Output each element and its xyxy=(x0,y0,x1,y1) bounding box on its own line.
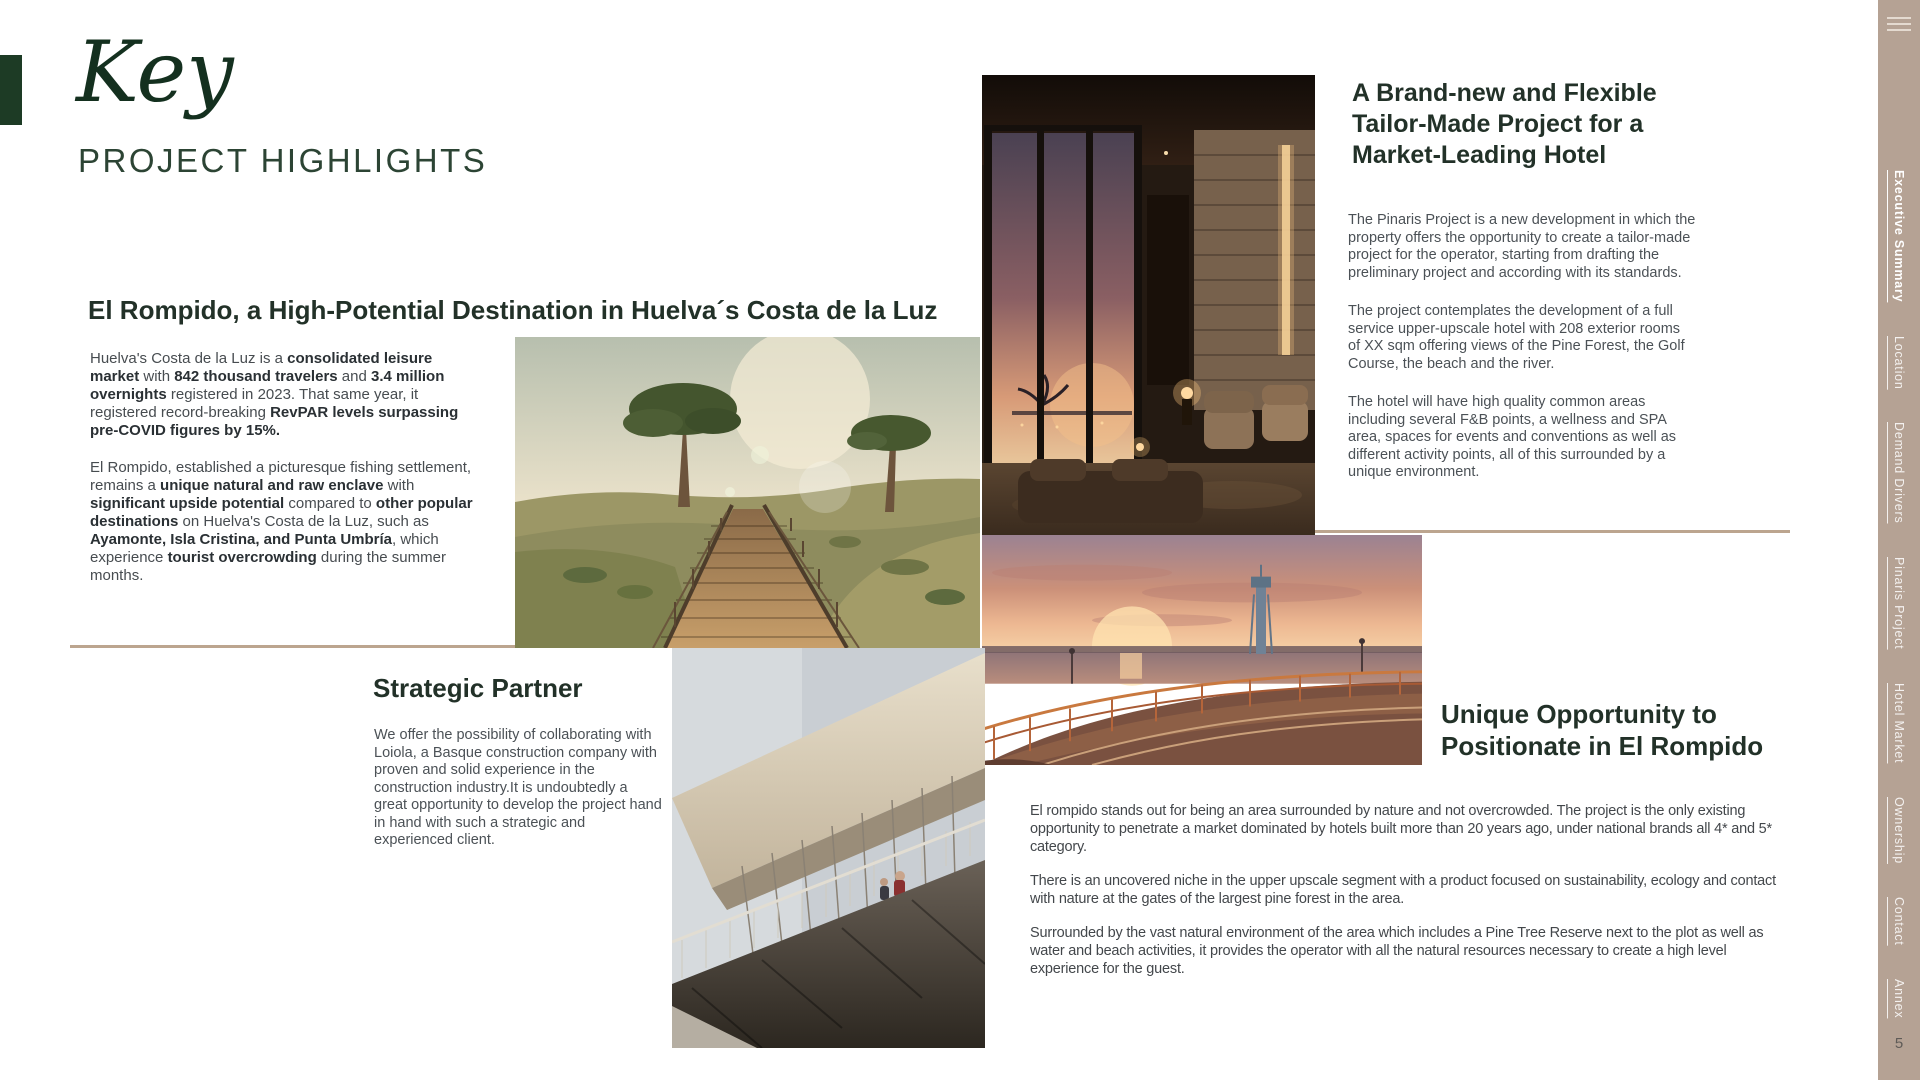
photo-boardwalk xyxy=(515,337,980,648)
partner-section-heading: Strategic Partner xyxy=(373,673,583,703)
opportunity-section-heading: Unique Opportunity to Positionate in El Rompido xyxy=(1441,699,1764,761)
bridge-image xyxy=(672,648,985,1048)
paragraph: The project contemplates the development of a full service upper-upscale hotel with 208 exterior rooms of XX sqm offering views of the Pine Forest, the Golf Course, the beach and the river. xyxy=(1348,303,1685,372)
photo-lounge xyxy=(982,75,1315,535)
page-title: PROJECT HIGHLIGHTS xyxy=(78,142,488,179)
project-section-heading: A Brand-new and Flexible Tailor-Made Project for a Market-Leading Hotel xyxy=(1352,79,1657,169)
photo-bridge xyxy=(672,648,985,1048)
accent-block xyxy=(0,55,22,125)
paragraph: Huelva's Costa de la Luz is a consolidated leisure market with 842 thousand travelers and 3.4 million overnights registered in 2023. That same year, it registered record-breaking RevPAR levels surpassing pre-COVID figures by 15%. xyxy=(90,350,459,439)
boardwalk-image xyxy=(515,337,980,648)
photo-pier xyxy=(982,535,1422,765)
hamburger-icon[interactable] xyxy=(1887,13,1911,35)
paragraph: The Pinaris Project is a new development in which the property offers the opportunity to create a tailor-made project for the operator, starting from drafting the preliminary project and according with its standards. xyxy=(1348,212,1696,281)
lounge-image xyxy=(982,75,1315,535)
sidebar-nav xyxy=(1878,170,1920,1018)
kicker-title: Key xyxy=(76,23,234,121)
sidebar-item-annex[interactable]: Annex xyxy=(1892,978,1906,1018)
sidebar-item-hotel-market[interactable]: Hotel Market xyxy=(1892,682,1906,764)
project-section-paragraphs xyxy=(1348,212,1696,503)
page-number: 5 xyxy=(1894,1035,1904,1052)
sidebar-item-ownership[interactable]: Ownership xyxy=(1892,796,1906,864)
sidebar-item-contact[interactable]: Contact xyxy=(1892,896,1906,946)
left-section-paragraphs xyxy=(90,350,482,604)
sidebar-item-location[interactable]: Location xyxy=(1892,335,1906,390)
left-section-heading: El Rompido, a High-Potential Destination in Huelva´s Costa de la Luz xyxy=(88,295,938,325)
pier-image xyxy=(982,535,1422,765)
paragraph: There is an uncovered niche in the upper upscale segment with a product focused on sustainability, ecology and contact with nature at the gates of the largest pine forest in the area. xyxy=(1030,873,1776,907)
sidebar-item-demand-drivers[interactable]: Demand Drivers xyxy=(1892,422,1906,524)
paragraph: El rompido stands out for being an area surrounded by nature and not overcrowded. The project is the only existing opportunity to penetrate a market dominated by hotels built more than 20 years ago, under national brands all 4* and 5* category. xyxy=(1030,803,1772,855)
paragraph: El Rompido, established a picturesque fishing settlement, remains a unique natural and raw enclave with significant upside potential compared to other popular destinations on Huelva's Costa de la Luz, such as Ayamonte, Isla Cristina, and Punta Umbría, which experience tourist overcrowding during the summer months. xyxy=(90,459,473,584)
sidebar-item-executive-summary[interactable]: Executive Summary xyxy=(1892,170,1906,303)
partner-section-paragraph: We offer the possibility of collaborating with Loiola, a Basque construction company with proven and solid experience in the construction industry.It is undoubtedly a great opportunity to develop the project hand in hand with such a strategic and experienced client. xyxy=(374,727,662,848)
sidebar-item-pinaris-project[interactable]: Pinaris Project xyxy=(1892,557,1906,650)
paragraph: Surrounded by the vast natural environment of the area which includes a Pine Tree Reserve next to the plot as well as water and beach activities, it provides the operator with all the natural resources necessary to create a high level experience for the guest. xyxy=(1030,925,1764,977)
paragraph: The hotel will have high quality common areas including several F&B points, a wellness and SPA area, spaces for events and conventions as well as different activity points, all of this surrounded by a unique environment. xyxy=(1348,394,1677,480)
sidebar xyxy=(1878,0,1920,1080)
opportunity-section-paragraphs xyxy=(1030,802,1778,994)
